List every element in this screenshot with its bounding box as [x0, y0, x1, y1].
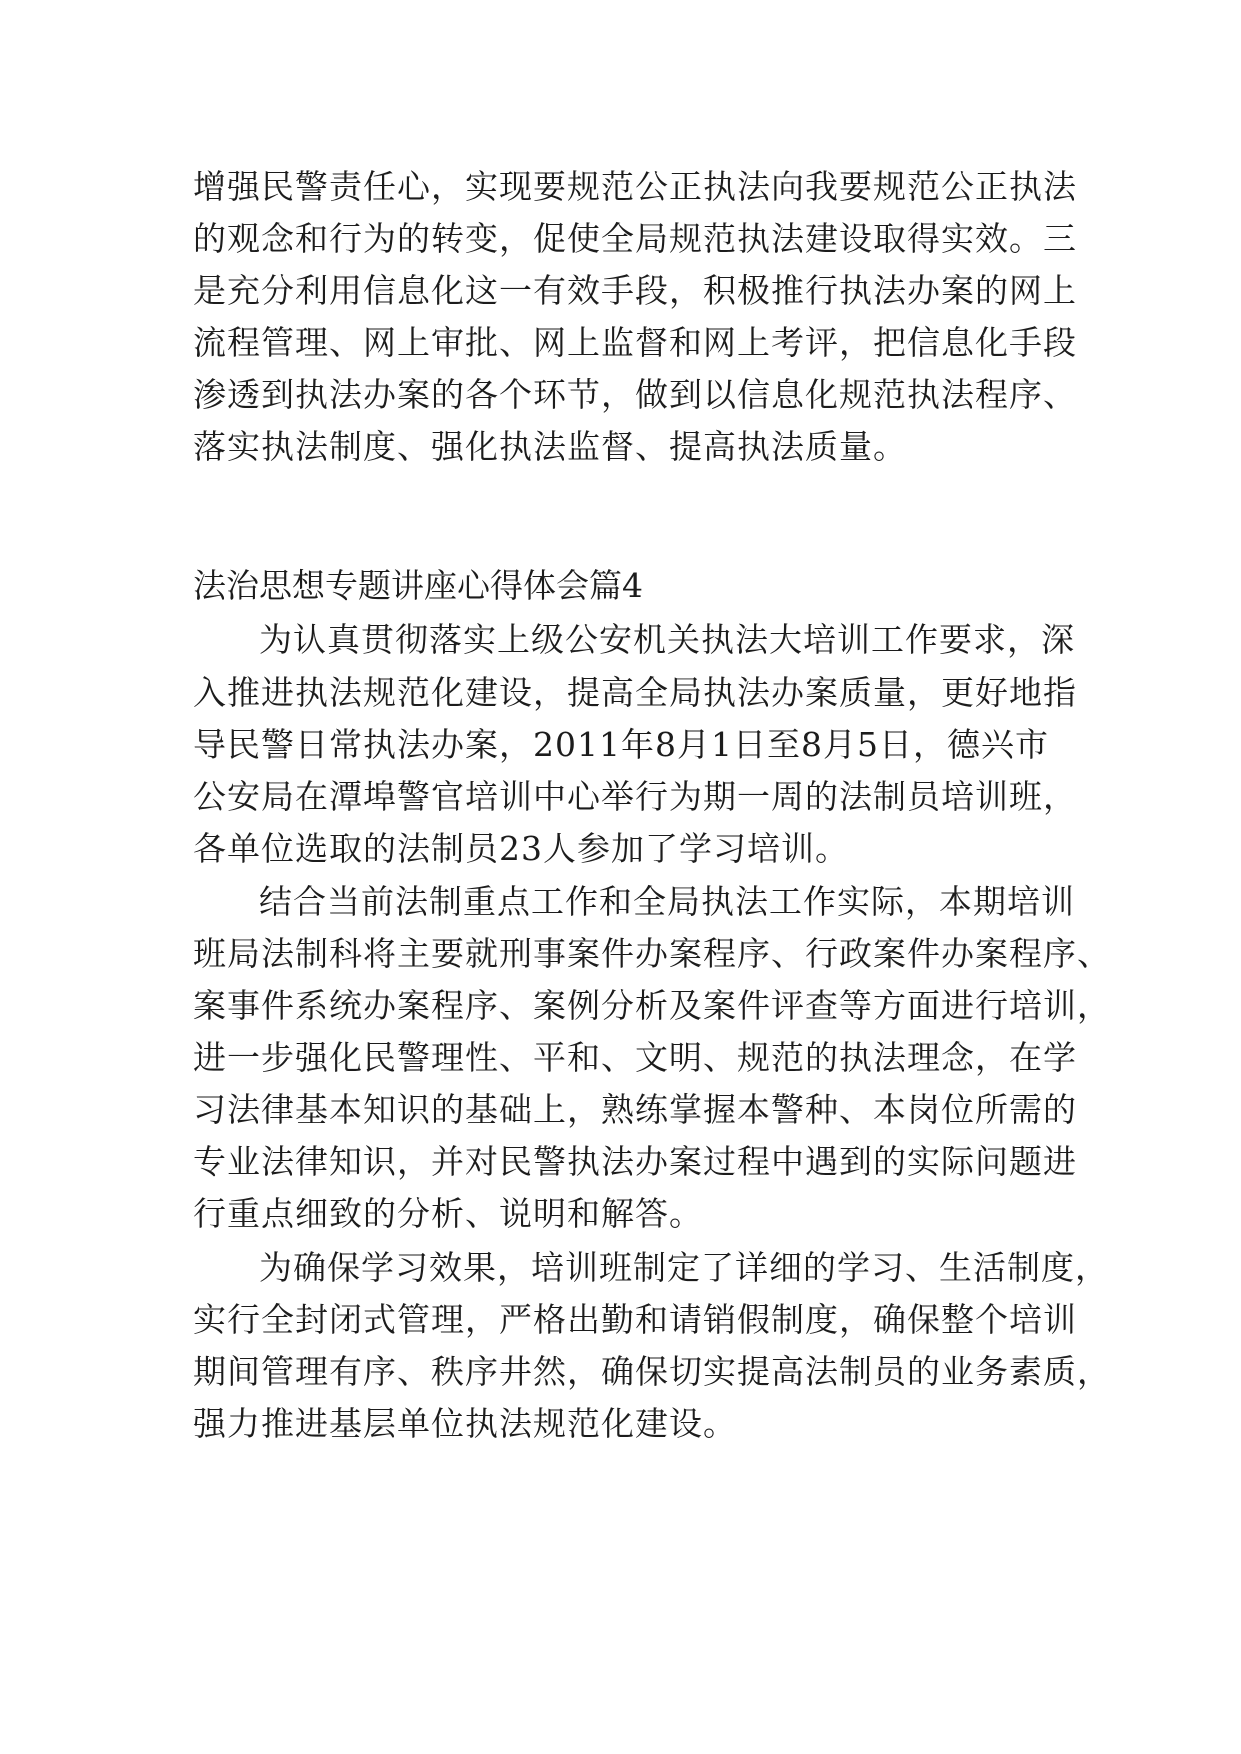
body-text-line: 是充分利用信息化这一有效手段，积极推行执法办案的网上	[193, 271, 1077, 310]
body-text-line: 习法律基本知识的基础上，熟练掌握本警种、本岗位所需的	[193, 1090, 1077, 1129]
body-text-line: 渗透到执法办案的各个环节，做到以信息化规范执法程序、	[193, 375, 1077, 414]
body-text-line: 落实执法制度、强化执法监督、提高执法质量。	[193, 427, 907, 466]
body-text-line: 期间管理有序、秩序井然，确保切实提高法制员的业务素质，	[193, 1352, 1111, 1391]
section-heading: 法治思想专题讲座心得体会篇4	[193, 566, 643, 605]
body-text-line: 流程管理、网上审批、网上监督和网上考评，把信息化手段	[193, 323, 1077, 362]
body-text-line: 的观念和行为的转变，促使全局规范执法建设取得实效。三	[193, 219, 1077, 258]
body-text-line: 导民警日常执法办案，2011年8月1日至8月5日，德兴市	[193, 725, 1049, 764]
body-text-line: 为认真贯彻落实上级公安机关执法大培训工作要求，深	[259, 620, 1075, 659]
body-text-line: 入推进执法规范化建设，提高全局执法办案质量，更好地指	[193, 673, 1077, 712]
body-text-line: 案事件系统办案程序、案例分析及案件评查等方面进行培训，	[193, 986, 1111, 1025]
body-text-line: 公安局在潭埠警官培训中心举行为期一周的法制员培训班，	[193, 777, 1077, 816]
body-text-line: 班局法制科将主要就刑事案件办案程序、行政案件办案程序、	[193, 934, 1111, 973]
body-text-line: 各单位选取的法制员23人参加了学习培训。	[193, 829, 849, 868]
body-text-line: 为确保学习效果，培训班制定了详细的学习、生活制度，	[259, 1248, 1109, 1287]
body-text-line: 增强民警责任心，实现要规范公正执法向我要规范公正执法	[193, 167, 1077, 206]
body-text-line: 强力推进基层单位执法规范化建设。	[193, 1404, 737, 1443]
body-text-line: 结合当前法制重点工作和全局执法工作实际，本期培训	[259, 882, 1075, 921]
body-text-line: 专业法律知识，并对民警执法办案过程中遇到的实际问题进	[193, 1142, 1077, 1181]
body-text-line: 进一步强化民警理性、平和、文明、规范的执法理念，在学	[193, 1038, 1077, 1077]
body-text-line: 行重点细致的分析、说明和解答。	[193, 1194, 703, 1233]
body-text-line: 实行全封闭式管理，严格出勤和请销假制度，确保整个培训	[193, 1300, 1077, 1339]
